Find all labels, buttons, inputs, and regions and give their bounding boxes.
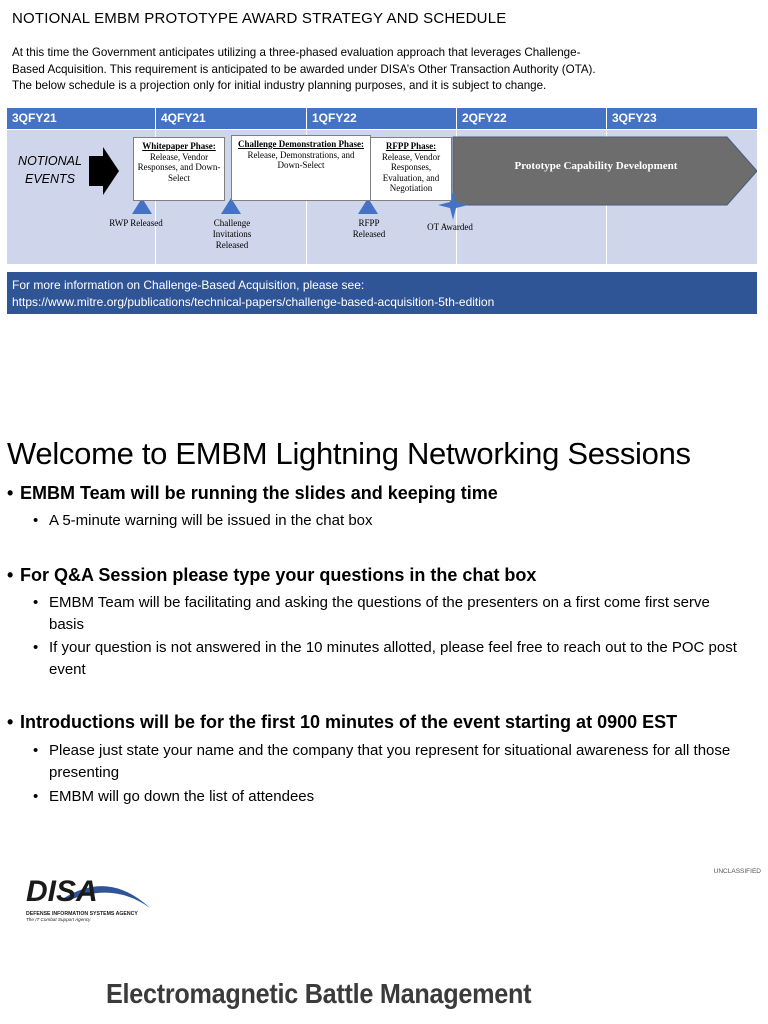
phase-title: Whitepaper Phase: bbox=[142, 141, 216, 151]
bullet-icon: • bbox=[7, 483, 14, 503]
milestone-label: Challenge Invitations Released bbox=[212, 218, 252, 250]
sub-bullet-text: A 5-minute warning will be issued in the chat box bbox=[49, 512, 373, 529]
quarter-divider bbox=[155, 108, 156, 129]
bullet-icon: • bbox=[33, 742, 39, 759]
milestone-label: RWP Released bbox=[109, 218, 163, 228]
phase-body: Release, Demonstrations, and Down-Select bbox=[247, 149, 355, 170]
sub-bullet-text: EMBM will go down the list of attendees bbox=[49, 788, 315, 805]
disa-logo bbox=[24, 870, 154, 926]
bullet-text: Introductions will be for the first 10 minutes of the event starting at 0900 EST bbox=[20, 712, 678, 732]
sub-bullet-item bbox=[33, 637, 738, 680]
challenge-demo-phase-box bbox=[231, 135, 371, 201]
rfpp-phase-box bbox=[370, 137, 452, 201]
right-arrow-icon bbox=[89, 147, 119, 195]
milestone-label: OT Awarded bbox=[427, 222, 473, 232]
quarter-divider bbox=[456, 108, 457, 129]
phase-title: Challenge Demonstration Phase: bbox=[238, 139, 364, 149]
bullet-item bbox=[7, 712, 677, 733]
quarter-header-bar bbox=[7, 108, 757, 129]
intro-line: Based Acquisition. This requirement is anticipated to be awarded under DISA’s Other Transaction Authority (OTA). bbox=[12, 62, 596, 76]
sub-bullet-item bbox=[33, 592, 738, 635]
sub-bullet-text: Please just state your name and the company that you represent for situational awareness for all those presenting bbox=[49, 742, 731, 781]
bullet-icon: • bbox=[33, 512, 39, 529]
bullet-icon: • bbox=[33, 594, 39, 611]
timeline-band bbox=[7, 130, 757, 264]
bullet-icon: • bbox=[7, 712, 14, 732]
info-link[interactable]: https://www.mitre.org/publications/technical-papers/challenge-based-acquisition-5th-edition bbox=[12, 295, 495, 309]
notional-label-line: EVENTS bbox=[24, 172, 75, 186]
footer-banner: Electromagnetic Battle Management bbox=[106, 978, 532, 1009]
intro-line: At this time the Government anticipates utilizing a three-phased evaluation approach that leverages Challenge- bbox=[12, 46, 581, 59]
quarter-label: 2QFY22 bbox=[462, 111, 507, 125]
sub-bullet-item bbox=[33, 740, 738, 783]
bullet-item bbox=[7, 565, 536, 586]
milestone-label: RFPP Released bbox=[352, 218, 386, 239]
quarter-divider bbox=[606, 108, 607, 129]
bullet-icon: • bbox=[7, 565, 14, 585]
sub-bullet-text: EMBM Team will be facilitating and asking the questions of the presenters on a first come first serve basis bbox=[49, 594, 710, 633]
logo-text: DISA bbox=[26, 875, 98, 908]
quarter-label: 1QFY22 bbox=[312, 111, 357, 125]
info-text: For more information on Challenge-Based Acquisition, please see: bbox=[12, 278, 365, 292]
sub-bullet-text: If your question is not answered in the 10 minutes allotted, please feel free to reach out to the POC post event bbox=[49, 639, 737, 678]
bullet-text: For Q&A Session please type your questions in the chat box bbox=[20, 565, 537, 585]
quarter-label: 4QFY21 bbox=[161, 111, 206, 125]
whitepaper-phase-box bbox=[133, 137, 225, 201]
quarter-label: 3QFY23 bbox=[612, 111, 657, 125]
page-title: NOTIONAL EMBM PROTOTYPE AWARD STRATEGY AND SCHEDULE bbox=[12, 10, 507, 27]
welcome-title: Welcome to EMBM Lightning Networking Sessions bbox=[7, 436, 691, 471]
phase-title: RFPP Phase: bbox=[385, 141, 437, 151]
logo-subtext: DEFENSE INFORMATION SYSTEMS AGENCY bbox=[26, 911, 138, 917]
intro-paragraph bbox=[12, 45, 712, 95]
info-box bbox=[7, 272, 757, 314]
sub-bullet-item bbox=[33, 510, 738, 532]
bullet-icon: • bbox=[33, 788, 39, 805]
quarter-label: 3QFY21 bbox=[12, 111, 57, 125]
quarter-divider bbox=[306, 108, 307, 129]
bullet-item bbox=[7, 483, 498, 504]
intro-line: The below schedule is a projection only for initial industry planning purposes, and it is subject to change. bbox=[12, 79, 547, 92]
bullet-icon: • bbox=[33, 639, 39, 656]
phase-body: Release, Vendor Responses, Evaluation, and Negotiation bbox=[381, 151, 441, 193]
sub-bullet-item bbox=[33, 786, 738, 808]
phase-body: Release, Vendor Responses, and Down-Select bbox=[137, 151, 221, 183]
logo-subtext: The IT Combat Support Agency bbox=[26, 917, 91, 922]
classification-marking: UNCLASSIFIED bbox=[713, 868, 761, 875]
bullet-text: EMBM Team will be running the slides and keeping time bbox=[20, 483, 498, 503]
notional-label-line: NOTIONAL bbox=[18, 154, 82, 168]
prototype-label: Prototype Capability Development bbox=[514, 160, 678, 172]
